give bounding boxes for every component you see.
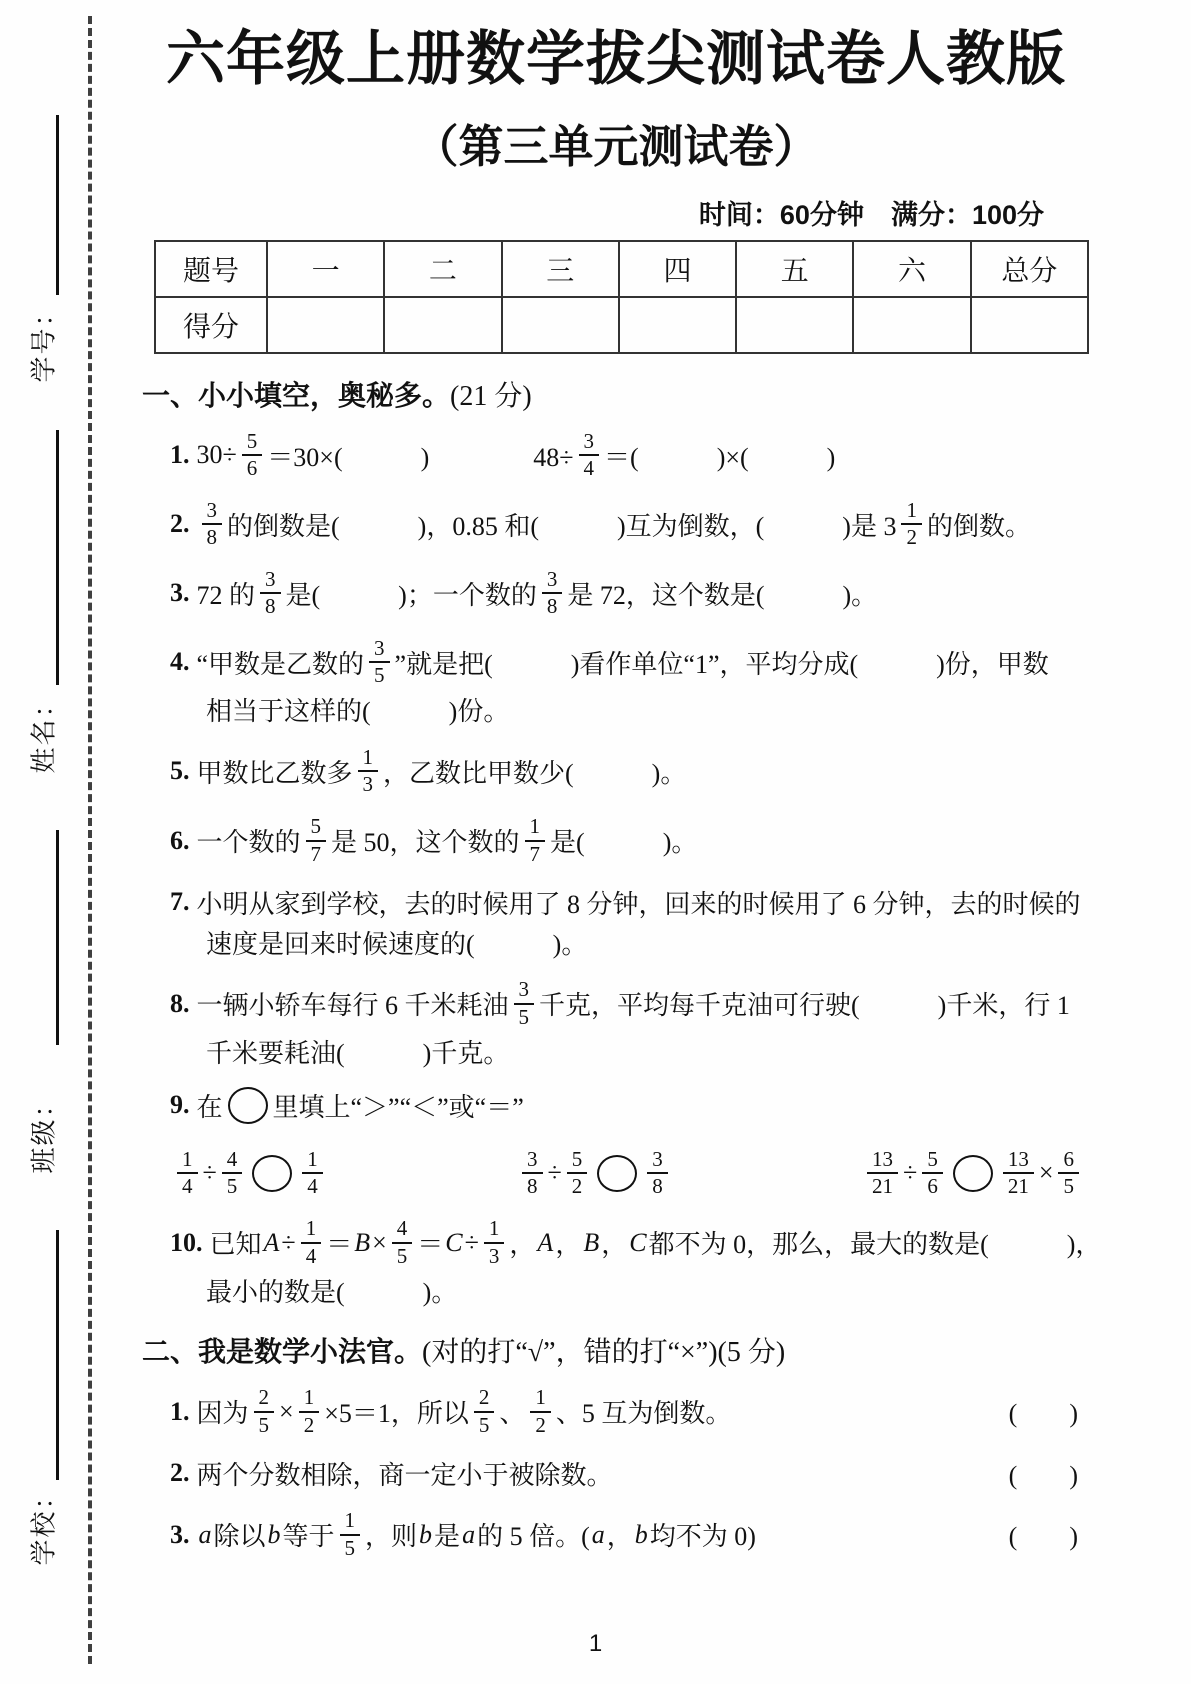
math-variable: B xyxy=(354,1227,371,1257)
score-table-col-header: 一 xyxy=(267,241,384,297)
school-label: 学校： xyxy=(29,1481,59,1566)
text-run: 是 50，这个数的 xyxy=(331,828,520,858)
comparison-expression xyxy=(172,1146,328,1201)
text-run: ， xyxy=(509,1230,536,1260)
question-item xyxy=(170,976,1090,1071)
text-run: 均不为 0) xyxy=(649,1522,756,1552)
math-variable: B xyxy=(583,1227,600,1257)
fraction: $\frac{5}{2}$ xyxy=(567,1148,588,1199)
section xyxy=(142,374,1102,1310)
text-run: 、 xyxy=(499,1399,526,1429)
score-table-corner: 题号 xyxy=(155,241,267,297)
text-run: ÷ xyxy=(202,1158,217,1188)
text-run: 的倒数。 xyxy=(926,511,1031,541)
question-item xyxy=(170,635,1090,730)
fraction: $\frac{3}{4}$ xyxy=(579,430,600,481)
section xyxy=(142,1330,1090,1562)
student-id-blank-line xyxy=(56,115,59,295)
class-blank-line xyxy=(56,830,59,1045)
question-item xyxy=(170,813,1090,868)
name-blank-line xyxy=(56,430,59,685)
fraction: $\frac{3}{5}$ xyxy=(514,978,535,1029)
text-run: ×5＝1，所以 xyxy=(324,1399,469,1429)
time-score-meta: 时间：60分钟 满分：100分 xyxy=(698,199,1044,230)
question-number: 6. xyxy=(170,825,190,855)
text-run: 的 5 倍。( xyxy=(477,1522,590,1552)
text-run: 是( )；一个数的 xyxy=(285,580,537,610)
section-heading-text: 二、我是数学小法官。 xyxy=(142,1336,423,1368)
score-table-col-header: 三 xyxy=(502,241,619,297)
question-number: 10. xyxy=(170,1227,203,1257)
student-id-label: 学号： xyxy=(29,298,59,383)
test-paper xyxy=(142,0,1102,1562)
question-line xyxy=(170,1087,524,1124)
text-run: 速度是回来时候速度的( )。 xyxy=(206,929,588,959)
question-number: 1. xyxy=(170,1396,190,1426)
text-run: 72 的 xyxy=(196,580,256,610)
question-line xyxy=(170,744,686,799)
fraction: $\frac{3}{8}$ xyxy=(522,1148,543,1199)
score-table-col-header: 二 xyxy=(384,241,501,297)
question-item xyxy=(170,1085,1090,1201)
fraction: $\frac{13}{21}$ xyxy=(867,1148,898,1199)
score-cell xyxy=(971,297,1088,353)
text-run: ， xyxy=(606,1522,633,1552)
question-item xyxy=(170,1453,1090,1493)
score-cell xyxy=(619,297,736,353)
question-number: 9. xyxy=(170,1090,190,1120)
cut-dashed-line xyxy=(88,16,92,1664)
math-variable: a xyxy=(198,1519,212,1549)
fraction: $\frac{6}{5}$ xyxy=(1058,1148,1079,1199)
text-run: 最小的数是( )。 xyxy=(206,1277,458,1307)
question-line xyxy=(170,497,1031,552)
score-row-label: 得分 xyxy=(155,297,267,353)
text-run: 、5 互为倒数。 xyxy=(555,1399,732,1429)
fraction: $\frac{1}{2}$ xyxy=(901,499,922,550)
question-line xyxy=(170,635,1049,690)
question-number: 1. xyxy=(170,440,190,470)
question-item xyxy=(170,882,1090,962)
section-score: (对的打“√”，错的打“×”)(5 分) xyxy=(422,1337,786,1369)
section-heading xyxy=(142,374,1090,414)
text-run: 里填上“＞”“＜”或“＝” xyxy=(272,1092,524,1122)
fraction: $\frac{2}{5}$ xyxy=(254,1386,275,1437)
question-line xyxy=(170,1384,731,1439)
text-run: ，乙数比甲数少( )。 xyxy=(383,758,687,788)
text-run: 都不为 0，那么，最大的数是( )， xyxy=(648,1230,1102,1260)
question-number: 2. xyxy=(170,1458,190,1488)
text-run: × xyxy=(1038,1158,1054,1188)
fraction: $\frac{3}{5}$ xyxy=(369,637,390,688)
question-line xyxy=(206,924,587,961)
name-label: 姓名： xyxy=(29,689,59,774)
question-line xyxy=(170,566,877,621)
comparison-expression xyxy=(517,1146,673,1201)
text-run: 已知 xyxy=(209,1230,262,1260)
score-table-col-header: 总分 xyxy=(971,241,1088,297)
fraction: $\frac{13}{21}$ xyxy=(1003,1148,1034,1199)
fraction: $\frac{4}{5}$ xyxy=(392,1217,413,1268)
score-cell xyxy=(853,297,970,353)
score-table-col-header: 四 xyxy=(619,241,736,297)
section-heading-text: 一、小小填空，奥秘多。 xyxy=(142,379,451,411)
text-run: × xyxy=(279,1396,294,1426)
question-number: 4. xyxy=(170,647,190,677)
compare-circle xyxy=(228,1087,268,1124)
question-number: 5. xyxy=(170,756,190,786)
question-number: 8. xyxy=(170,988,190,1018)
compare-circle xyxy=(597,1155,637,1192)
question-item xyxy=(170,1215,1102,1310)
math-variable: b xyxy=(267,1519,281,1549)
section-heading xyxy=(142,1330,1090,1370)
fraction: $\frac{5}{6}$ xyxy=(242,430,263,481)
fraction: $\frac{4}{5}$ xyxy=(222,1148,243,1199)
score-table-col-header: 六 xyxy=(853,241,970,297)
text-run: “甲数是乙数的 xyxy=(196,649,365,679)
math-variable: b xyxy=(419,1519,433,1549)
text-run: ”就是把( )看作单位“1”，平均分成( )份，甲数 xyxy=(394,649,1049,679)
text-run: 30÷ xyxy=(196,440,237,470)
page-number: 1 xyxy=(588,1630,603,1657)
text-run: ÷ xyxy=(547,1158,562,1188)
class-label: 班级： xyxy=(29,1089,59,1174)
question-number: 7. xyxy=(170,887,190,917)
text-run: ＝( )×( ) xyxy=(604,442,836,472)
math-variable: a xyxy=(591,1519,605,1549)
score-table-col-header: 五 xyxy=(736,241,853,297)
math-variable: C xyxy=(629,1227,647,1257)
fraction: $\frac{1}{3}$ xyxy=(358,746,379,797)
question-item xyxy=(170,566,1090,621)
text-run: 千克，平均每千克油可行驶( )千米，行 1 xyxy=(539,991,1070,1021)
math-variable: A xyxy=(537,1227,554,1257)
score-cell xyxy=(267,297,384,353)
text-run: ＝ xyxy=(417,1230,444,1260)
text-run: ，则 xyxy=(365,1522,418,1552)
score-table xyxy=(154,240,1089,354)
question-line xyxy=(206,1033,509,1070)
fraction: $\frac{1}{4}$ xyxy=(177,1148,198,1199)
fraction: $\frac{3}{8}$ xyxy=(647,1148,668,1199)
text-run: 除以 xyxy=(213,1522,266,1552)
text-run: ， xyxy=(555,1230,582,1260)
text-run: 等于 xyxy=(282,1522,335,1552)
question-line xyxy=(170,1215,1101,1270)
paper-subtitle: （第三单元测试卷） xyxy=(413,120,819,172)
compare-circle xyxy=(252,1155,292,1192)
fraction: $\frac{1}{5}$ xyxy=(340,1509,361,1560)
question-line xyxy=(170,976,1070,1031)
question-line xyxy=(170,884,1081,921)
fraction: $\frac{1}{4}$ xyxy=(301,1217,322,1268)
question-item xyxy=(170,428,1090,483)
question-line xyxy=(170,428,835,483)
fraction: $\frac{1}{2}$ xyxy=(299,1386,320,1437)
judge-answer-parens: ( ) xyxy=(1008,1522,1078,1552)
score-cell xyxy=(502,297,619,353)
school-blank-line xyxy=(56,1230,59,1480)
text-run: 两个分数相除，商一定小于被除数。 xyxy=(196,1460,613,1490)
math-variable: A xyxy=(263,1227,280,1257)
paper-title: 六年级上册数学拔尖测试卷人教版 xyxy=(165,26,1066,92)
fraction: $\frac{3}{8}$ xyxy=(542,568,563,619)
question-line xyxy=(206,1272,457,1309)
fraction: $\frac{3}{8}$ xyxy=(260,568,281,619)
question-number: 2. xyxy=(170,509,190,539)
text-run: 甲数比乙数多 xyxy=(196,758,353,788)
judge-answer-parens: ( ) xyxy=(1008,1399,1078,1429)
question-line xyxy=(170,1507,756,1562)
question-number: 3. xyxy=(170,578,190,608)
text-run: ÷ xyxy=(464,1227,479,1257)
text-run: 在 xyxy=(196,1092,223,1122)
text-run: × xyxy=(372,1227,387,1257)
question-sections xyxy=(142,374,1102,1562)
judge-answer-parens: ( ) xyxy=(1008,1460,1078,1490)
text-run: ， xyxy=(601,1230,628,1260)
text-run: 的倒数是( )，0.85 和( )互为倒数，( )是 3 xyxy=(227,511,897,541)
text-run: ÷ xyxy=(903,1158,918,1188)
fraction: $\frac{3}{8}$ xyxy=(202,499,223,550)
fraction: $\frac{1}{2}$ xyxy=(530,1386,551,1437)
fraction: $\frac{5}{7}$ xyxy=(306,815,327,866)
math-variable: a xyxy=(462,1519,476,1549)
text-run: 小明从家到学校，去的时候用了 8 分钟，回来的时候用了 6 分钟，去的时候的 xyxy=(196,889,1081,919)
fraction: $\frac{1}{7}$ xyxy=(525,815,546,866)
question-line xyxy=(170,813,697,868)
question-item xyxy=(170,497,1090,552)
question-item xyxy=(170,1507,1090,1562)
fraction: $\frac{5}{6}$ xyxy=(922,1148,943,1199)
comparison-row xyxy=(172,1145,1084,1201)
text-run: 一个数的 xyxy=(196,828,301,858)
text-run: 一辆小轿车每行 6 千米耗油 xyxy=(196,991,509,1021)
text-run: ＝30×( ) 48÷ xyxy=(267,442,574,472)
score-cell xyxy=(384,297,501,353)
comparison-expression xyxy=(862,1146,1084,1201)
math-variable: C xyxy=(445,1227,463,1257)
question-item xyxy=(170,744,1090,799)
question-line xyxy=(170,1455,613,1492)
question-item xyxy=(170,1384,1090,1439)
text-run: 是 xyxy=(434,1522,461,1552)
score-cell xyxy=(736,297,853,353)
text-run: 是( )。 xyxy=(550,828,698,858)
question-line xyxy=(206,691,509,728)
fraction: $\frac{1}{4}$ xyxy=(302,1148,323,1199)
section-score: (21 分) xyxy=(450,380,532,412)
math-variable: b xyxy=(634,1519,648,1549)
text-run: 因为 xyxy=(196,1399,249,1429)
fraction: $\frac{2}{5}$ xyxy=(474,1386,495,1437)
text-run: 是 72，这个数是( )。 xyxy=(567,580,878,610)
fraction: $\frac{1}{3}$ xyxy=(484,1217,505,1268)
text-run: ＝ xyxy=(326,1230,353,1260)
text-run: 千米要耗油( )千克。 xyxy=(206,1038,510,1068)
text-run: 相当于这样的( )份。 xyxy=(206,697,510,727)
question-number: 3. xyxy=(170,1519,190,1549)
text-run: ÷ xyxy=(281,1227,296,1257)
compare-circle xyxy=(953,1155,993,1192)
